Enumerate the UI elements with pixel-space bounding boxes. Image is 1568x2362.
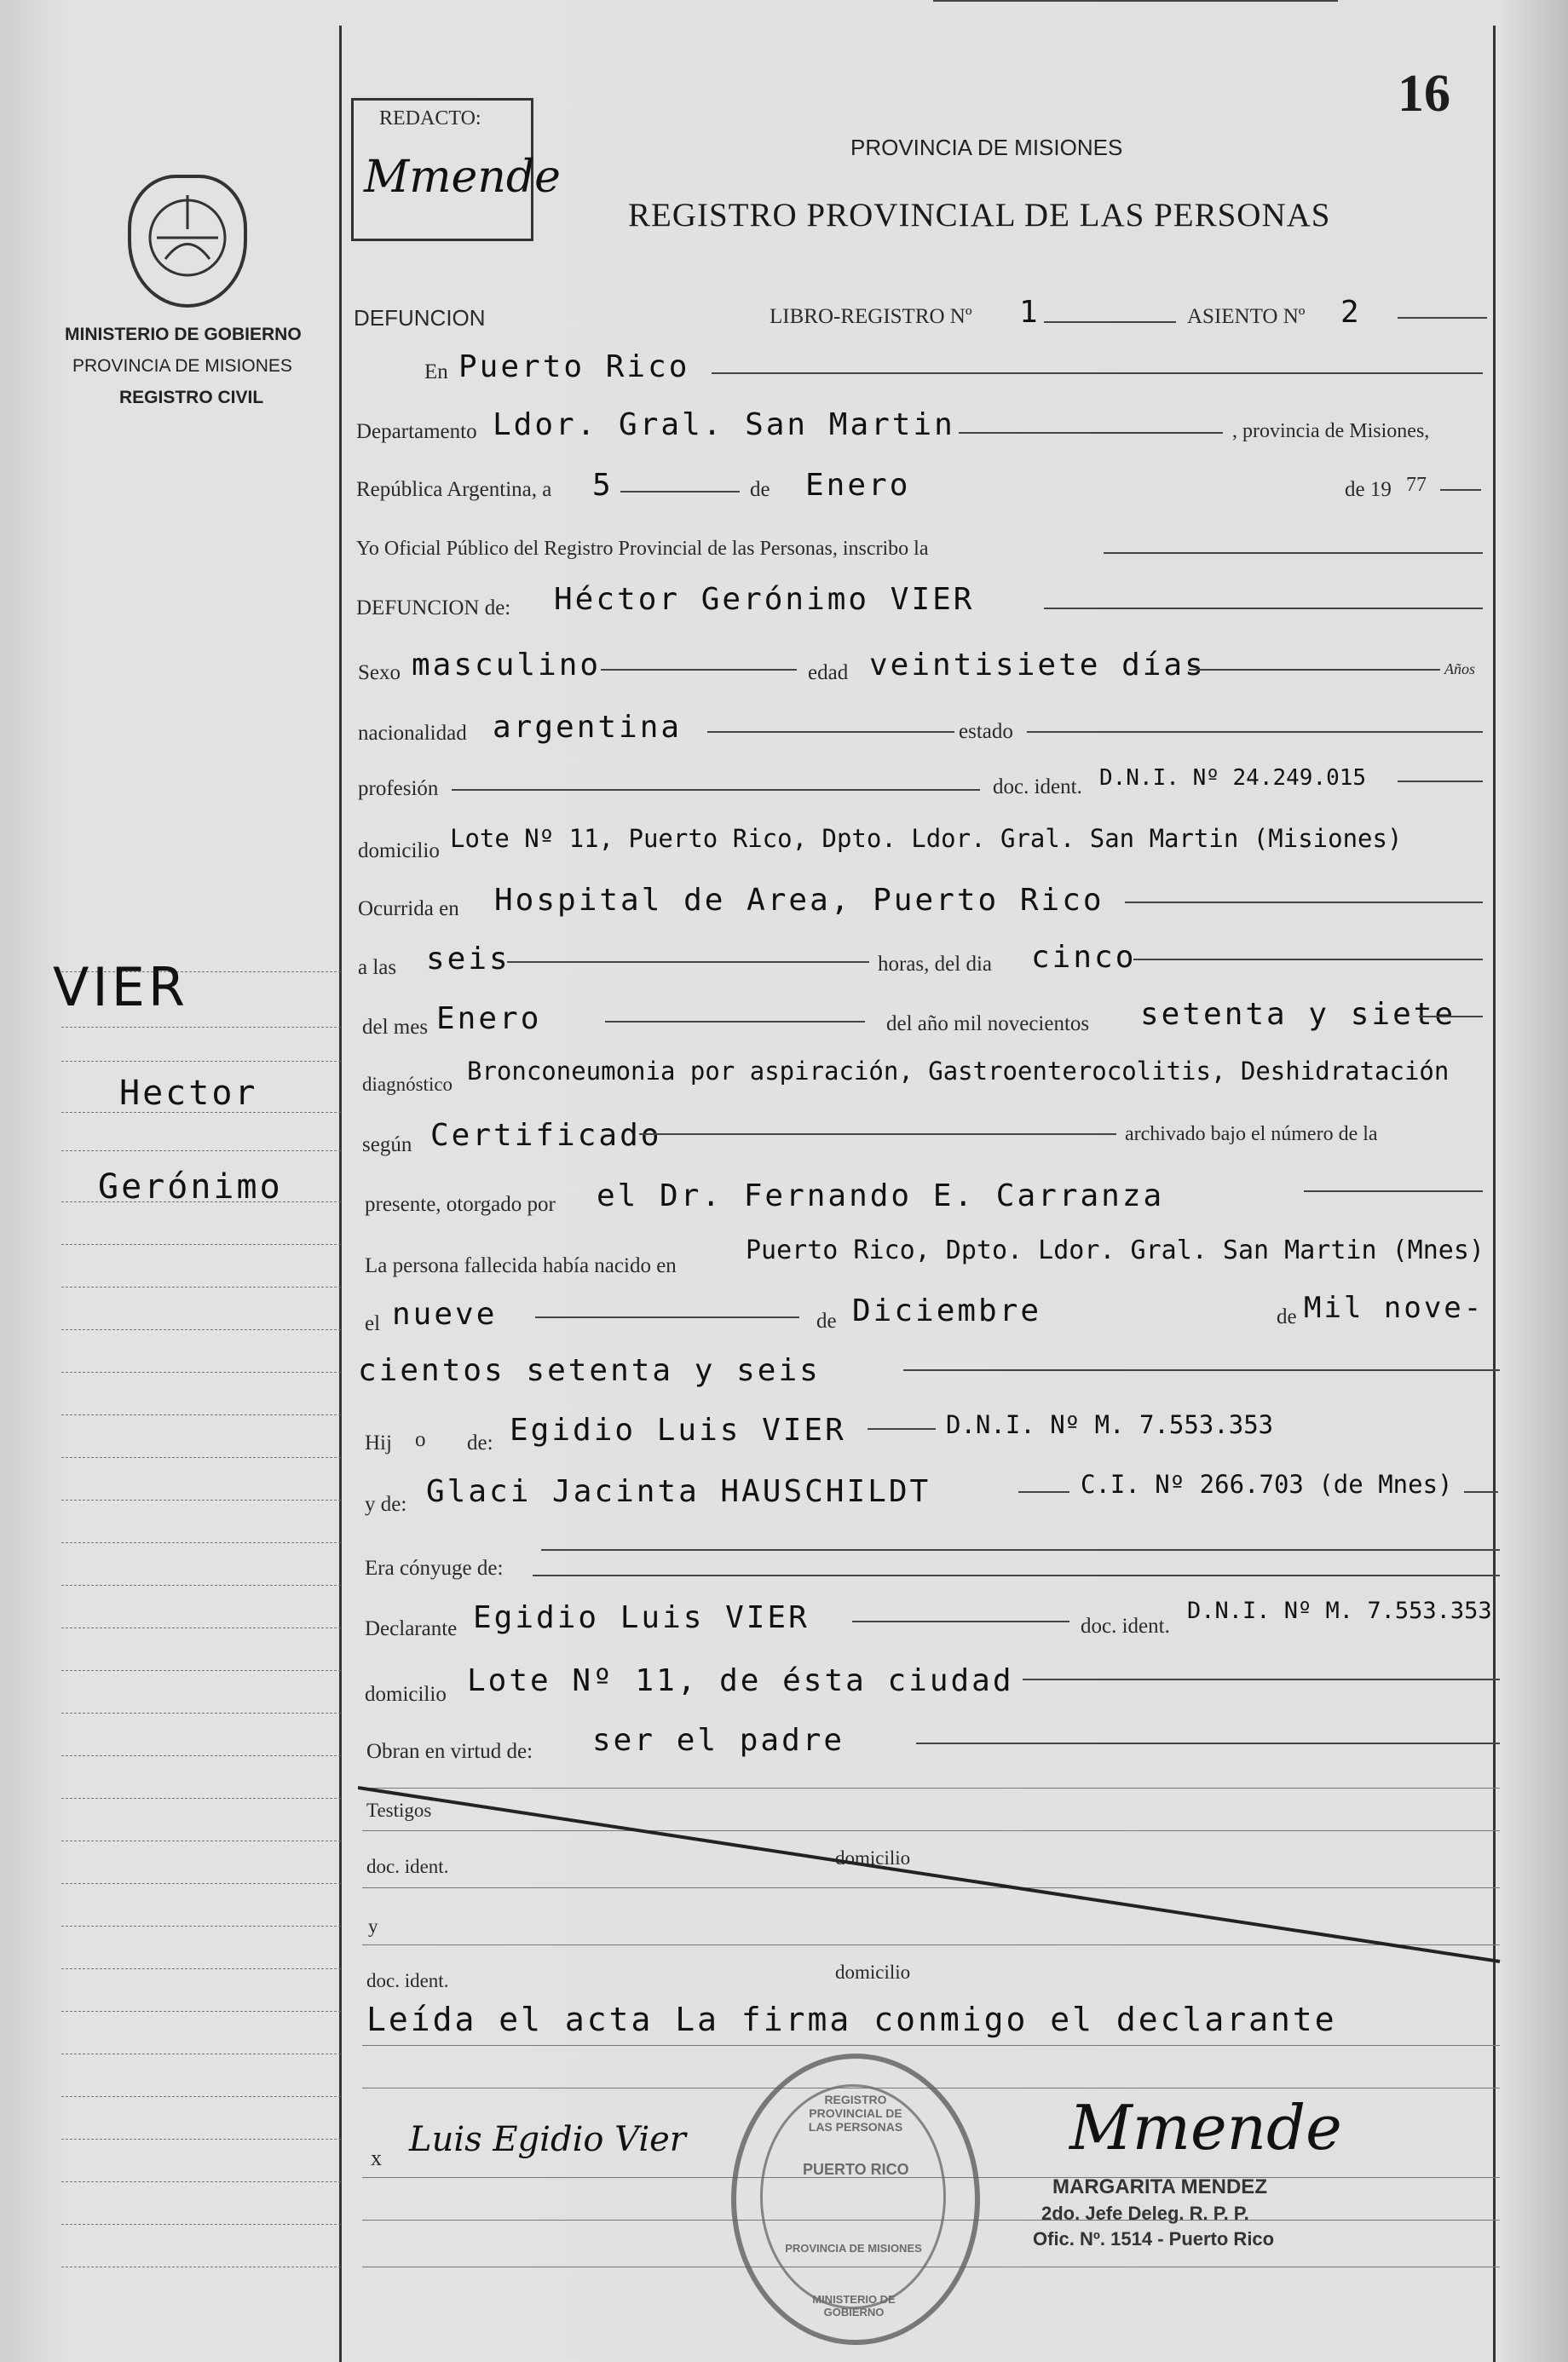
- rule: [1023, 1679, 1500, 1680]
- registry-stamp-icon: [731, 2054, 980, 2345]
- mes-value: Enero: [436, 1001, 542, 1036]
- rule: [1398, 781, 1483, 782]
- sideline: [61, 2011, 341, 2012]
- rule: [1464, 1491, 1498, 1493]
- sideline: [61, 2096, 341, 2097]
- edad-label: edad: [808, 661, 849, 684]
- cont-value: cientos setenta y seis: [358, 1353, 821, 1388]
- rule: [959, 432, 1223, 434]
- rule: [1018, 1491, 1069, 1493]
- rule: [620, 491, 740, 493]
- archivado-label: archivado bajo el número de la: [1125, 1123, 1378, 1145]
- domicilio-label: domicilio: [358, 839, 440, 862]
- presente-label: presente, otorgado por: [365, 1193, 556, 1216]
- seal-emblem-icon: [131, 178, 244, 304]
- sideline: [61, 2139, 341, 2140]
- y-label: y: [368, 1916, 378, 1937]
- alas-value: seis: [426, 942, 510, 976]
- defuncion-de-value: Héctor Gerónimo VIER: [554, 582, 975, 617]
- doc-value: D.N.I. Nº 24.249.015: [1099, 765, 1367, 791]
- obran-value: ser el padre: [592, 1723, 845, 1758]
- hijo-value: Egidio Luis VIER: [510, 1413, 846, 1448]
- anio-label: del año mil novecientos: [886, 1012, 1090, 1035]
- sideline: [61, 1061, 341, 1062]
- rule: [1044, 321, 1176, 323]
- sideline: [61, 1457, 341, 1458]
- sideline: [61, 1372, 341, 1373]
- rule: [601, 669, 797, 671]
- record-type-label: DEFUNCION: [354, 305, 486, 331]
- edad-value: veintisiete días: [869, 648, 1206, 683]
- estado-label: estado: [959, 720, 1013, 743]
- rule: [605, 1021, 865, 1023]
- rule: [1304, 1190, 1483, 1192]
- nacido-value: Puerto Rico, Dpto. Ldor. Gral. San Martin (Mnes): [746, 1236, 1484, 1265]
- hijo-label: Hij: [365, 1432, 392, 1455]
- rule: [1398, 317, 1487, 319]
- rule: [1044, 608, 1483, 609]
- sidebar-name1: Hector: [119, 1074, 258, 1113]
- el-label: el: [365, 1312, 381, 1335]
- testigos-crossout-line: [358, 1781, 1504, 1994]
- sideline: [61, 1713, 341, 1714]
- sidebar-ministry: MINISTERIO DE GOBIERNO: [65, 325, 302, 344]
- en-label: En: [424, 360, 448, 383]
- yde-doc: C.I. Nº 266.703 (de Mnes): [1081, 1470, 1453, 1499]
- rule: [452, 789, 980, 791]
- horas-label: horas, del dia: [878, 953, 992, 976]
- year-label: de 19: [1345, 478, 1392, 501]
- declarante-label: Declarante: [365, 1617, 458, 1640]
- firma-x: x: [371, 2146, 382, 2170]
- day-value: 5: [592, 468, 614, 503]
- rule: [852, 1621, 1069, 1622]
- doc-label: doc. ident.: [993, 775, 1082, 798]
- sideline: [61, 1627, 341, 1628]
- de-anio-label: de: [1277, 1305, 1297, 1328]
- rule: [1133, 959, 1483, 960]
- hijo-doc: D.N.I. Nº M. 7.553.353: [946, 1410, 1274, 1439]
- libro-value: 1: [1019, 295, 1041, 330]
- sideline: [61, 1500, 341, 1501]
- sideline: [61, 1585, 341, 1586]
- month-value: Enero: [805, 468, 911, 503]
- declarante-doc-label: doc. ident.: [1081, 1615, 1170, 1638]
- hijo-de-label: de:: [467, 1432, 493, 1455]
- de-mes-value: Diciembre: [852, 1293, 1042, 1328]
- sidebar-civil: REGISTRO CIVIL: [119, 388, 264, 407]
- official-office: Ofic. Nº. 1514 - Puerto Rico: [1033, 2228, 1275, 2250]
- frame-right-line: [1493, 26, 1496, 2362]
- nacionalidad-label: nacionalidad: [358, 722, 467, 745]
- diagnostico-value: Bronconeumonia por aspiración, Gastroenterocolitis, Deshidratación: [467, 1057, 1450, 1086]
- sexo-label: Sexo: [358, 661, 401, 684]
- rule: [1419, 1016, 1483, 1017]
- sideline: [61, 1287, 341, 1288]
- leida-value: Leída el acta La firma conmigo el declarante: [366, 2001, 1337, 2038]
- yde-label: y de:: [365, 1493, 407, 1516]
- de-label: de: [750, 478, 770, 501]
- segun-label: según: [362, 1133, 412, 1156]
- libro-label: LIBRO-REGISTRO Nº: [770, 305, 972, 328]
- hijo-suffix: o: [415, 1428, 426, 1451]
- sideline: [61, 2224, 341, 2225]
- header-province: PROVINCIA DE MISIONES: [850, 135, 1123, 160]
- provincia-label: , provincia de Misiones,: [1232, 420, 1430, 442]
- redacto-box: [351, 98, 561, 241]
- sideline: [61, 1414, 341, 1415]
- dom2-value: Lote Nº 11, de ésta ciudad: [467, 1663, 1014, 1698]
- t-doc2-label: doc. ident.: [366, 1970, 449, 1991]
- oficial-label: Yo Oficial Público del Registro Provincial de las Personas, inscribo la: [356, 538, 929, 560]
- el-value: nueve: [392, 1297, 498, 1332]
- rule: [712, 372, 1483, 374]
- nacionalidad-value: argentina: [493, 710, 683, 745]
- sideline: [61, 1150, 341, 1151]
- de-anio-value: Mil nove-: [1304, 1291, 1484, 1325]
- rule: [362, 2045, 1500, 2046]
- rule: [533, 1575, 1500, 1576]
- stamp-bottom: PROVINCIA DE MISIONES: [785, 2242, 922, 2255]
- sideline: [61, 1926, 341, 1927]
- republica-label: República Argentina, a: [356, 478, 552, 501]
- rule: [1440, 489, 1481, 491]
- redacto-signature: Mmende: [364, 152, 561, 203]
- sideline: [61, 2181, 341, 2182]
- dom2-label: domicilio: [365, 1683, 447, 1706]
- sideline: [61, 1883, 341, 1884]
- sideline: [61, 1798, 341, 1799]
- de-mes-label: de: [816, 1310, 837, 1333]
- domicilio-value: Lote Nº 11, Puerto Rico, Dpto. Ldor. Gral. San Martin (Misiones): [450, 824, 1403, 853]
- declarante-value: Egidio Luis VIER: [473, 1600, 810, 1635]
- sidebar-province: PROVINCIA DE MISIONES: [72, 356, 292, 376]
- obran-label: Obran en virtud de:: [366, 1740, 533, 1763]
- sideline: [61, 1968, 341, 1969]
- sideline: [61, 1542, 341, 1543]
- en-value: Puerto Rico: [458, 349, 690, 384]
- conyuge-label: Era cónyuge de:: [365, 1557, 504, 1580]
- stamp-ministry: MINISTERIO DE GOBIERNO: [812, 2293, 896, 2319]
- departamento-label: Departamento: [356, 420, 477, 443]
- sidebar-surname: VIER: [53, 956, 188, 1018]
- dia-value: cinco: [1031, 940, 1137, 975]
- mes-label: del mes: [362, 1016, 429, 1039]
- anio-value: setenta y siete: [1140, 997, 1456, 1032]
- province-seal-icon: [128, 175, 247, 308]
- nacido-label: La persona fallecida había nacido en: [365, 1254, 677, 1277]
- sideline: [61, 1670, 341, 1671]
- segun-value: Certificado: [430, 1118, 662, 1153]
- ocurrida-label: Ocurrida en: [358, 897, 459, 920]
- diagnostico-label: diagnóstico: [362, 1074, 453, 1095]
- sideline: [61, 1755, 341, 1756]
- sideline: [61, 1027, 341, 1028]
- rule: [1189, 669, 1440, 671]
- stamp-text: REGISTRO PROVINCIAL DE LAS PERSONAS: [808, 2093, 903, 2134]
- testigos-label: Testigos: [366, 1800, 432, 1821]
- sideline: [61, 1329, 341, 1330]
- official-name: MARGARITA MENDEZ: [1052, 2175, 1267, 2198]
- rule: [868, 1428, 936, 1430]
- rule: [916, 1743, 1500, 1744]
- rule: [1087, 0, 1265, 2]
- declarante-doc: D.N.I. Nº M. 7.553.353: [1187, 1598, 1492, 1624]
- ocurrida-value: Hospital de Area, Puerto Rico: [494, 883, 1104, 918]
- official-title: 2do. Jefe Deleg. R. P. P.: [1041, 2203, 1249, 2224]
- defuncion-de-label: DEFUNCION de:: [356, 596, 511, 619]
- t-dom2-label: domicilio: [835, 1962, 911, 1983]
- rule: [707, 731, 954, 733]
- profesion-label: profesión: [358, 777, 439, 800]
- sideline: [61, 1244, 341, 1245]
- rule: [535, 1316, 799, 1318]
- sexo-value: masculino: [412, 648, 602, 683]
- departamento-value: Ldor. Gral. San Martin: [493, 407, 955, 442]
- asiento-value: 2: [1340, 295, 1362, 330]
- yde-value: Glaci Jacinta HAUSCHILDT: [426, 1474, 931, 1509]
- edad-suffix: Años: [1444, 660, 1475, 677]
- rule: [1027, 731, 1483, 733]
- alas-label: a las: [358, 956, 397, 979]
- asiento-label: ASIENTO Nº: [1187, 305, 1306, 328]
- presente-value: el Dr. Fernando E. Carranza: [597, 1178, 1165, 1213]
- header-registry: REGISTRO PROVINCIAL DE LAS PERSONAS: [628, 197, 1331, 233]
- rule: [507, 961, 869, 963]
- stamp-center: PUERTO RICO: [803, 2161, 909, 2178]
- rule: [639, 1133, 1116, 1135]
- t-dom1-label: domicilio: [835, 1847, 911, 1869]
- redacto-label: REDACTO:: [379, 107, 481, 130]
- rule: [1125, 902, 1483, 903]
- rule: [541, 1549, 1500, 1551]
- declarant-signature: Luis Egidio Vier: [409, 2120, 686, 2159]
- page-number: 16: [1398, 65, 1450, 123]
- year-value: 77: [1406, 474, 1427, 496]
- rule: [1104, 552, 1483, 554]
- rule: [903, 1369, 1500, 1371]
- sidebar-name2: Gerónimo: [98, 1167, 283, 1207]
- official-signature: Mmende: [1069, 2092, 1342, 2163]
- t-doc1-label: doc. ident.: [366, 1856, 449, 1877]
